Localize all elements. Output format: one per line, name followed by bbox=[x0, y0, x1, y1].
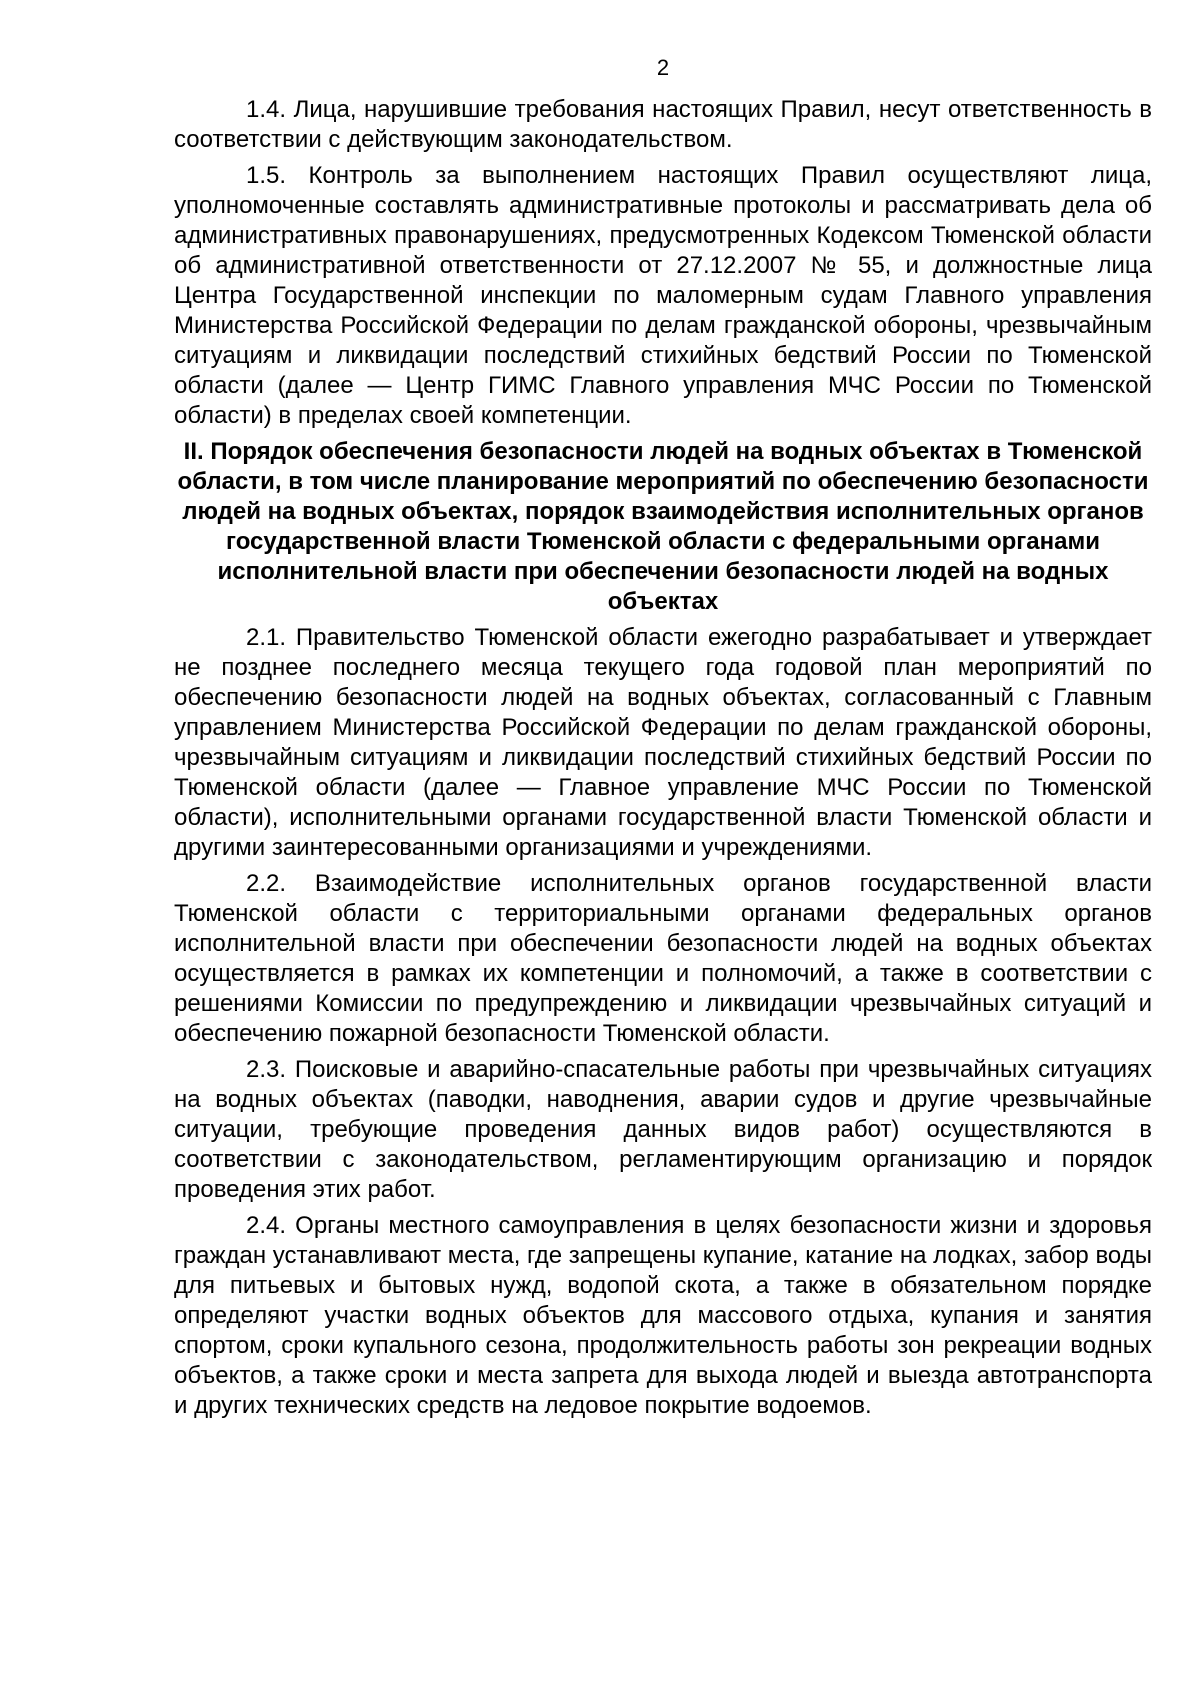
paragraph-2-1: 2.1. Правительство Тюменской области ежегодно разрабатывает и утверждает не позднее последнего месяца текущего года годовой план мероприятий по обеспечению безопасности людей на водных объектах, согласованный с Главным управлением Министерства Российской Федерации по делам гражданской обороны, чрезвычайным ситуациям и ликвидации последствий стихийных бедствий России по Тюменской области (далее — Главное управление МЧС России по Тюменской области), исполнительными органами государственной власти Тюменской области и другими заинтересованными организациями и учреждениями. bbox=[174, 624, 1152, 861]
page-number: 2 bbox=[656, 55, 670, 80]
paragraph-1-4: 1.4. Лица, нарушившие требования настоящих Правил, несут ответственность в соответствии с действующим законодательством. bbox=[174, 96, 1152, 153]
section-heading: II. Порядок обеспечения безопасности людей на водных объектах в Тюменской области, в том числе планирование мероприятий по обеспечению безопасности людей на водных объектах, порядок взаимодействия исполнительных органов государственной власти Тюменской области с федеральными органами исполнительной власти при обеспечении безопасности людей на водных объектах bbox=[177, 438, 1149, 615]
paragraph-2-4: 2.4. Органы местного самоуправления в целях безопасности жизни и здоровья граждан устанавливают места, где запрещены купание, катание на лодках, забор воды для питьевых и бытовых нужд, водопой скота, а также в обязательном порядке определяют участки водных объектов для массового отдыха, купания и занятия спортом, сроки купального сезона, продолжительность работы зон рекреации водных объектов, а также сроки и места запрета для выхода людей и выезда автотранспорта и других технических средств на ледовое покрытие водоемов. bbox=[174, 1212, 1152, 1419]
paragraph-1-5: 1.5. Контроль за выполнением настоящих Правил осуществляют лица, уполномоченные составлять административные протоколы и рассматривать дела об административных правонарушениях, предусмотренных Кодексом Тюменской области об административной ответственности от 27.12.2007 № 55, и должностные лица Центра Государственной инспекции по маломерным судам Главного управления Министерства Российской Федерации по делам гражданской обороны, чрезвычайным ситуациям и ликвидации последствий стихийных бедствий России по Тюменской области (далее — Центр ГИМС Главного управления МЧС России по Тюменской области) в пределах своей компетенции. bbox=[174, 162, 1152, 429]
paragraph-2-2: 2.2. Взаимодействие исполнительных органов государственной власти Тюменской области с территориальными органами федеральных органов исполнительной власти при обеспечении безопасности людей на водных объектах осуществляется в рамках их компетенции и полномочий, а также в соответствии с решениями Комиссии по предупреждению и ликвидации чрезвычайных ситуаций и обеспечению пожарной безопасности Тюменской области. bbox=[174, 870, 1152, 1047]
paragraph-2-3: 2.3. Поисковые и аварийно-спасательные работы при чрезвычайных ситуациях на водных объектах (паводки, наводнения, аварии судов и другие чрезвычайные ситуации, требующие проведения данных видов работ) осуществляются в соответствии с законодательством, регламентирующим организацию и порядок проведения этих работ. bbox=[174, 1056, 1152, 1203]
document-page bbox=[174, 55, 1152, 1427]
